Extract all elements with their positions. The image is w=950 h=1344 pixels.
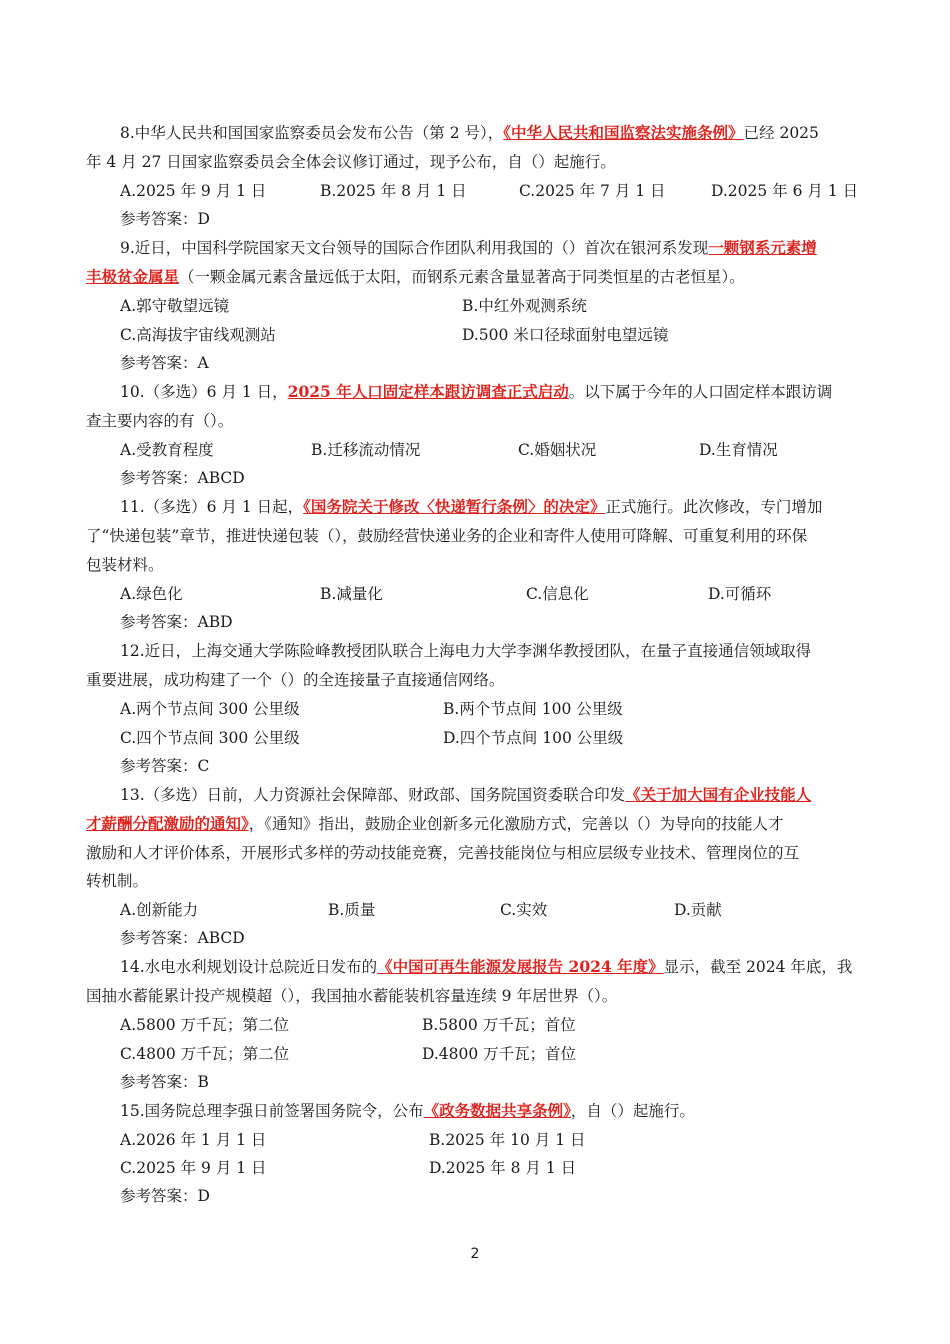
option-d: D.贡献 [674,901,722,919]
option-a: A.2026 年 1 月 1 日 [120,1131,267,1149]
question-14-line-1 [120,957,864,977]
text: 正式施行。此次修改，专门增加 [605,498,823,516]
text: 13.（多选）日前，人力资源社会保障部、财政部、国务院国资委联合印发 [120,786,626,804]
highlight-title: 丰极贫金属星 [86,267,180,286]
text: ，《通知》指出，鼓励企业创新多元化激励方式，完善以（）为导向的技能人才 [248,815,784,833]
option-c: C.婚姻状况 [518,441,597,459]
option-d: D.四个节点间 100 公里级 [443,729,624,747]
option-d: D.4800 万千瓦；首位 [422,1045,577,1063]
option-b: B.2025 年 8 月 1 日 [320,182,467,200]
answer: 参考答案：ABD [120,613,233,631]
option-c: C.2025 年 9 月 1 日 [120,1159,267,1177]
page-number: 2 [470,1246,480,1262]
answer: 参考答案：ABCD [120,469,245,487]
option-b: B.中红外观测系统 [462,297,587,315]
text: 9.近日，中国科学院国家天文台领导的国际合作团队利用我国的（）首次在银河系发现 [120,239,709,257]
text: 15.国务院总理李强日前签署国务院令，公布 [120,1102,424,1120]
question-10-line-1 [120,382,864,402]
text: 8.中华人民共和国国家监察委员会发布公告（第 2 号）， [120,124,504,142]
option-c: C.实效 [500,901,548,919]
question-8-line-1 [120,123,864,143]
answer: 参考答案：D [120,1187,210,1205]
text: 转机制。 [86,872,149,890]
text: 12.近日，上海交通大学陈险峰教授团队联合上海电力大学李渊华教授团队，在量子直接通信领域取得 [120,642,812,660]
option-c: C.四个节点间 300 公里级 [120,729,300,747]
option-a: A.绿色化 [120,585,183,603]
option-c: C.2025 年 7 月 1 日 [519,182,666,200]
text: ，自（）起施行。 [570,1102,695,1120]
option-b: B.5800 万千瓦；首位 [422,1016,576,1034]
option-a: A.郭守敬望远镜 [120,297,230,315]
option-b: B.两个节点间 100 公里级 [443,700,623,718]
question-9-line-1 [120,238,864,258]
text: 激励和人才评价体系，开展形式多样的劳动技能竞赛，完善技能岗位与相应层级专业技术、管理岗位的互 [86,844,800,862]
question-14-line-2 [86,986,864,1006]
text: 了“快递包装”章节，推进快递包装（），鼓励经营快递业务的企业和寄件人使用可降解、可重复利用的环保 [86,527,808,545]
option-d: D.生育情况 [699,441,778,459]
option-a: A.两个节点间 300 公里级 [120,700,300,718]
text: 重要进展，成功构建了一个（）的全连接量子直接通信网络。 [86,671,505,689]
text: 查主要内容的有（）。 [86,412,234,430]
text: 。以下属于今年的人口固定样本跟访调 [568,383,833,401]
option-d: D.500 米口径球面射电望远镜 [462,326,669,344]
option-d: D.2025 年 8 月 1 日 [429,1159,577,1177]
answer: 参考答案：C [120,757,210,775]
answer: 参考答案：D [120,210,210,228]
option-b: B.质量 [328,901,376,919]
highlight-title: 《中国可再生能源发展报告 2024 年度》 [377,957,664,976]
highlight-title: 《关于加大国有企业技能人 [625,785,812,804]
option-c: C.4800 万千瓦；第二位 [120,1045,290,1063]
question-11-line-3 [86,555,864,575]
text: 包装材料。 [86,556,164,574]
answer: 参考答案：B [120,1073,209,1091]
answer: 参考答案：ABCD [120,929,245,947]
text: 年 4 月 27 日国家监察委员会全体会议修订通过，现予公布，自（）起施行。 [86,153,616,171]
question-9-line-2 [86,267,864,287]
answer: 参考答案：A [120,354,209,372]
question-13-line-4 [86,871,864,891]
option-b: B.2025 年 10 月 1 日 [429,1131,586,1149]
option-b: B.迁移流动情况 [311,441,421,459]
question-8-line-2 [86,152,864,172]
option-b: B.减量化 [320,585,383,603]
text: 已经 2025 [743,124,819,142]
highlight-title: 《国务院关于修改〈快递暂行条例〉的决定》 [303,497,606,516]
option-d: D.可循环 [708,585,772,603]
question-13-line-1 [120,785,864,805]
question-12-line-2 [86,670,864,690]
text: 显示，截至 2024 年底，我 [663,958,853,976]
question-10-line-2 [86,411,864,431]
text: 国抽水蓄能累计投产规模超（），我国抽水蓄能装机容量连续 9 年居世界（）。 [86,987,618,1005]
question-13-line-3 [86,843,864,863]
option-d: D.2025 年 6 月 1 日 [711,182,859,200]
text: 14.水电水利规划设计总院近日发布的 [120,958,378,976]
option-c: C.信息化 [526,585,589,603]
highlight-title: 《中华人民共和国监察法实施条例》 [503,123,744,142]
highlight-title: 才薪酬分配激励的通知》 [86,814,249,833]
highlight-title: 2025 年人口固定样本跟访调查正式启动 [287,382,569,401]
option-c: C.高海拔宇宙线观测站 [120,326,276,344]
question-11-line-2 [86,526,864,546]
text: （一颗金属元素含量远低于太阳，而钢系元素含量显著高于同类恒星的古老恒星）。 [179,268,745,286]
option-a: A.5800 万千瓦；第二位 [120,1016,289,1034]
option-a: A.创新能力 [120,901,199,919]
question-11-line-1 [120,497,864,517]
text: 10.（多选）6 月 1 日， [120,383,288,401]
highlight-title: 一颗钢系元素增 [708,238,817,257]
question-15-line-1 [120,1101,864,1121]
question-13-line-2 [86,814,864,834]
text: 11.（多选）6 月 1 日起， [120,498,304,516]
highlight-title: 《政务数据共享条例》 [423,1101,571,1120]
question-12-line-1 [120,641,864,661]
option-a: A.2025 年 9 月 1 日 [120,182,267,200]
option-a: A.受教育程度 [120,441,214,459]
